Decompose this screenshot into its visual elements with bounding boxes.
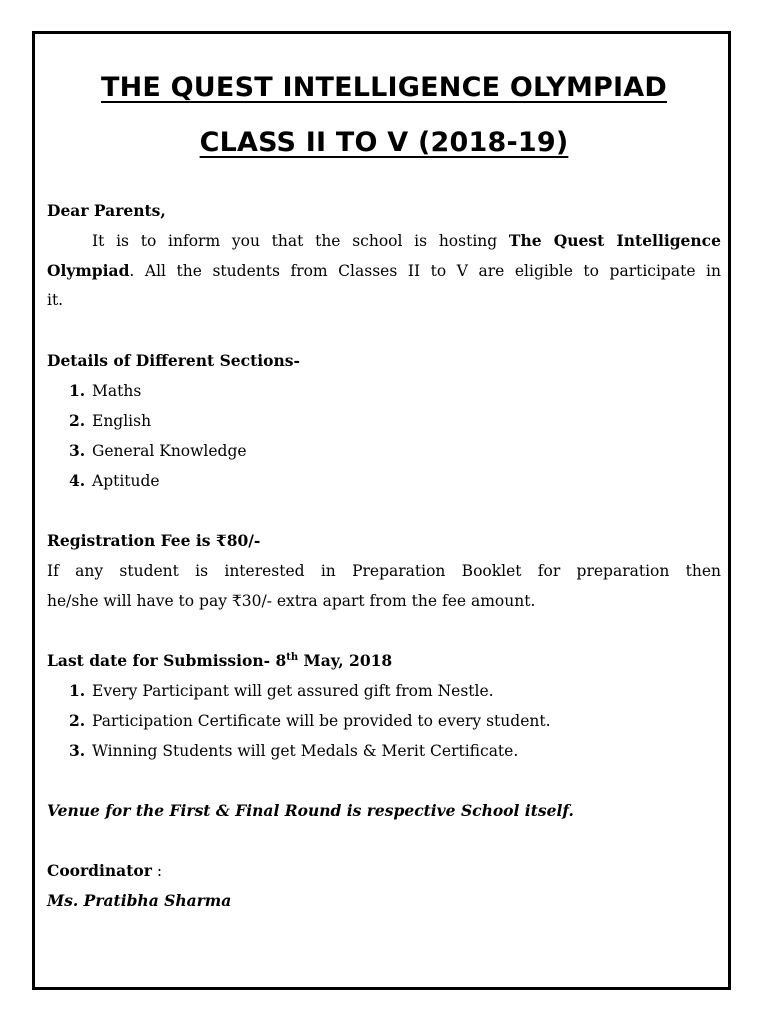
intro-olympiad-name: The Quest Intelligence <box>508 231 721 250</box>
intro-text-2: . All the students from Classes II to V are eligible to participate in <box>129 262 721 280</box>
last-date: Last date for Submission- 8th May, 2018 <box>47 651 393 670</box>
sections-heading: Details of Different Sections- <box>47 351 300 370</box>
intro-line-1 <box>47 231 721 250</box>
coordinator-name: Ms. Pratibha Sharma <box>47 891 232 910</box>
booklet-line-1: If any student is interested in Preparation Booklet for preparation then <box>47 562 721 580</box>
document-border <box>32 31 731 990</box>
intro-text: It is to inform you that the school is hosting <box>92 232 498 250</box>
list-item: 3. General Knowledge <box>69 441 247 460</box>
intro-olympiad-word: Olympiad <box>47 261 130 280</box>
coordinator-label: Coordinator : <box>47 861 163 880</box>
list-item: 1. Maths <box>69 381 142 400</box>
list-item: 3. Winning Students will get Medals & Merit Certificate. <box>69 741 519 760</box>
intro-line-3: it. <box>47 291 64 309</box>
document-subtitle: CLASS II TO V (2018-19) <box>199 127 569 158</box>
venue-note: Venue for the First & Final Round is respective School itself. <box>47 801 574 820</box>
list-item: 1. Every Participant will get assured gift from Nestle. <box>69 681 494 700</box>
list-item: 4. Aptitude <box>69 471 160 490</box>
list-item: 2. English <box>69 411 152 430</box>
booklet-line-2: he/she will have to pay ₹30/- extra apart from the fee amount. <box>47 592 536 610</box>
document-title: THE QUEST INTELLIGENCE OLYMPIAD <box>101 72 667 103</box>
list-item: 2. Participation Certificate will be provided to every student. <box>69 711 551 730</box>
intro-line-2 <box>47 261 721 280</box>
salutation: Dear Parents, <box>47 201 166 220</box>
fee-heading: Registration Fee is ₹80/- <box>47 531 261 550</box>
